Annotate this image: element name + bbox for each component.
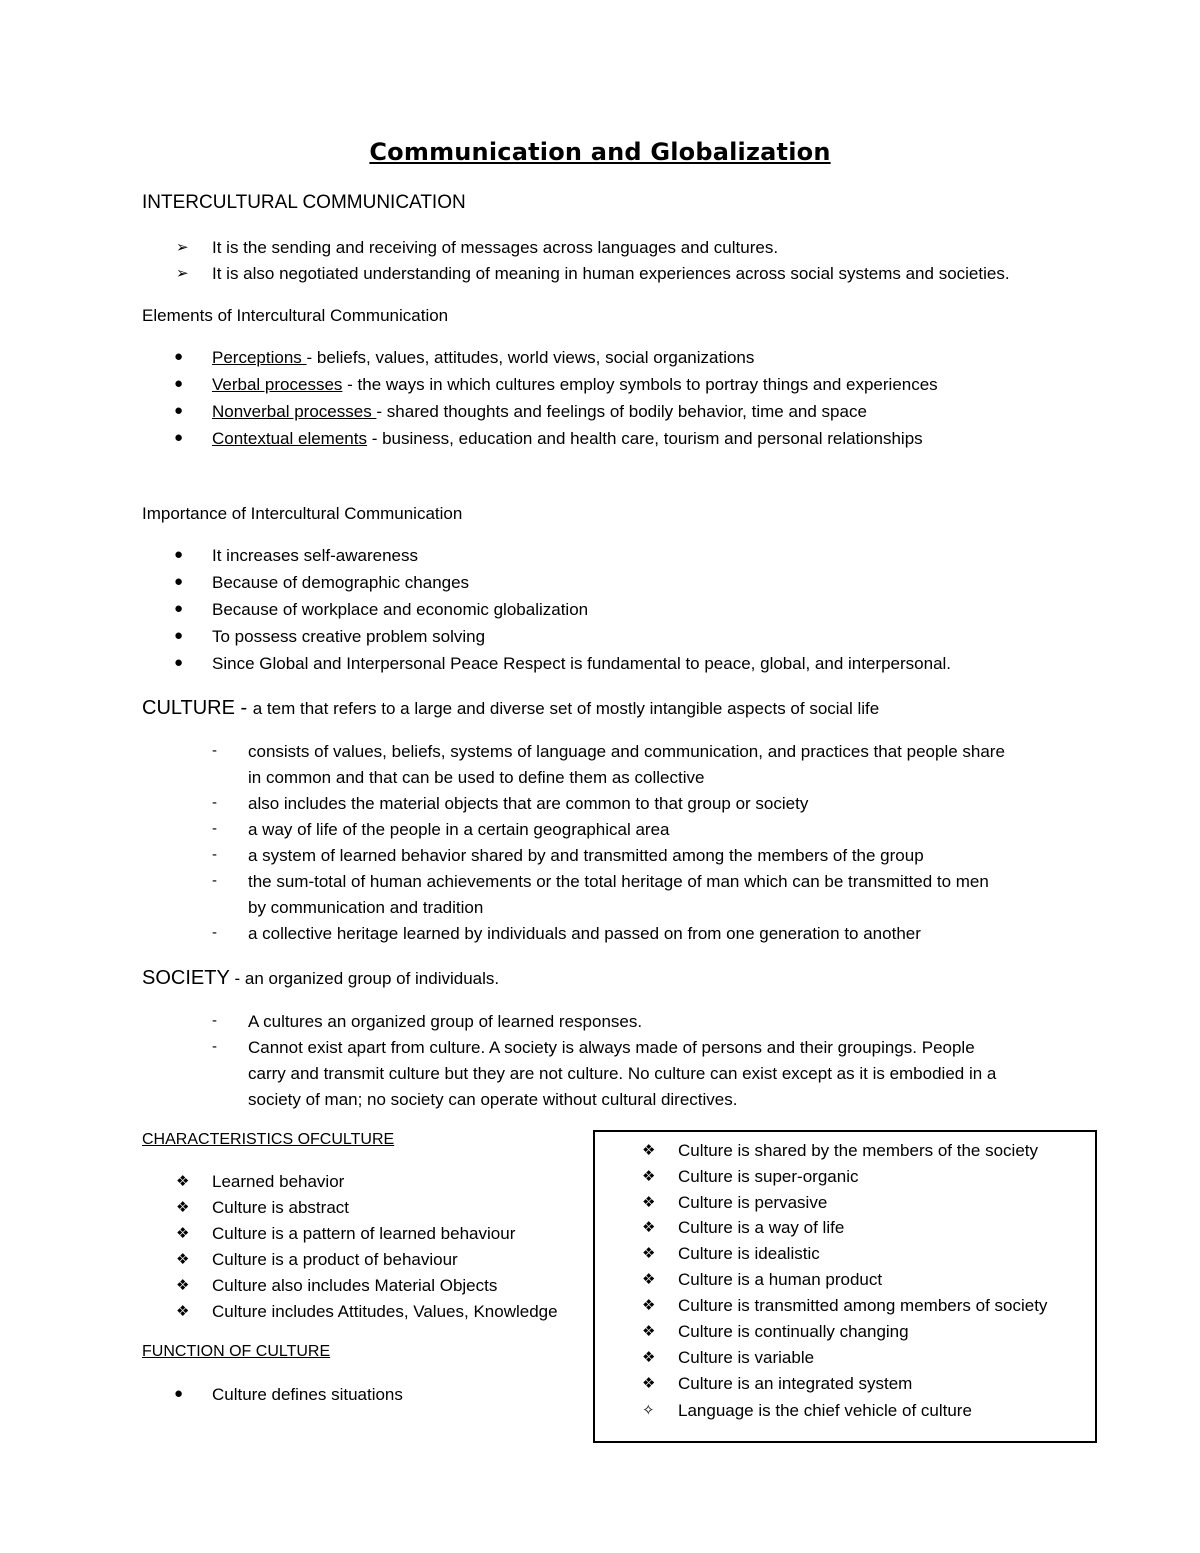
dash-bullet-icon: - — [212, 742, 217, 759]
society-line: society of man; no society can operate without cultural directives. — [248, 1090, 738, 1109]
diamond-bullet-icon: ❖ — [642, 1375, 656, 1392]
diamond-bullet-icon: ❖ — [642, 1297, 656, 1314]
culture-definition — [142, 697, 879, 720]
open-four-point-star-icon: ✧ — [642, 1402, 655, 1419]
characteristics-item: Culture is a pattern of learned behaviour — [212, 1224, 516, 1243]
elements-item — [212, 402, 867, 422]
element-term: Nonverbal processes — [212, 402, 377, 421]
diamond-bullet-icon: ❖ — [176, 1303, 190, 1320]
importance-item: To possess creative problem solving — [212, 627, 486, 646]
element-term: Contextual elements — [212, 429, 367, 448]
society-definition-text: - an organized group of individuals. — [229, 969, 500, 988]
round-bullet-icon: ● — [174, 348, 184, 365]
round-bullet-icon: ● — [174, 1385, 184, 1402]
box-item: Language is the chief vehicle of culture — [678, 1401, 972, 1420]
page-title: Communication and Globalization — [369, 138, 831, 166]
importance-item: Because of workplace and economic globalization — [212, 600, 589, 619]
round-bullet-icon: ● — [174, 600, 184, 617]
function-item: Culture defines situations — [212, 1385, 403, 1404]
culture-line: in common and that can be used to define them as collective — [248, 768, 705, 787]
society-term: SOCIETY — [142, 967, 230, 989]
element-term: Perceptions — [212, 348, 307, 367]
round-bullet-icon: ● — [174, 429, 184, 446]
diamond-bullet-icon: ❖ — [176, 1173, 190, 1190]
arrowhead-bullet-icon: ➢ — [176, 239, 189, 256]
box-item: Culture is continually changing — [678, 1322, 909, 1341]
box-item: Culture is a way of life — [678, 1218, 845, 1237]
diamond-bullet-icon: ❖ — [176, 1277, 190, 1294]
round-bullet-icon: ● — [174, 654, 184, 671]
characteristics-item: Culture includes Attitudes, Values, Knowledge — [212, 1302, 558, 1321]
dash-bullet-icon: - — [212, 794, 217, 811]
elements-item — [212, 429, 923, 449]
box-item: Culture is variable — [678, 1348, 815, 1367]
culture-line: by communication and tradition — [248, 898, 484, 917]
round-bullet-icon: ● — [174, 375, 184, 392]
dash-bullet-icon: - — [212, 924, 217, 941]
diamond-bullet-icon: ❖ — [642, 1168, 656, 1185]
box-item: Culture is a human product — [678, 1270, 883, 1289]
box-item: Culture is transmitted among members of society — [678, 1296, 1048, 1315]
culture-term: CULTURE - — [142, 697, 253, 719]
importance-item: Since Global and Interpersonal Peace Respect is fundamental to peace, global, and interpersonal. — [212, 654, 952, 673]
element-term: Verbal processes — [212, 375, 343, 394]
round-bullet-icon: ● — [174, 402, 184, 419]
elements-item — [212, 348, 754, 368]
arrowhead-bullet-icon: ➢ — [176, 265, 189, 282]
intercultural-point: It is the sending and receiving of messages across languages and cultures. — [212, 238, 779, 257]
culture-line: a system of learned behavior shared by and transmitted among the members of the group — [248, 846, 924, 865]
box-item: Culture is an integrated system — [678, 1374, 913, 1393]
characteristics-item: Culture is abstract — [212, 1198, 349, 1217]
element-desc: - beliefs, values, attitudes, world views, social organizations — [306, 348, 755, 367]
intercultural-point: It is also negotiated understanding of meaning in human experiences across social systems and societies. — [212, 264, 1010, 283]
round-bullet-icon: ● — [174, 627, 184, 644]
element-desc: - business, education and health care, tourism and personal relationships — [366, 429, 923, 448]
characteristics-heading: CHARACTERISTICS OFCULTURE — [142, 1131, 395, 1148]
importance-item: Because of demographic changes — [212, 573, 470, 592]
diamond-bullet-icon: ❖ — [642, 1142, 656, 1159]
element-desc: - the ways in which cultures employ symbols to portray things and experiences — [342, 375, 938, 394]
characteristics-item: Culture is a product of behaviour — [212, 1250, 458, 1269]
diamond-bullet-icon: ❖ — [176, 1225, 190, 1242]
culture-line: the sum-total of human achievements or the total heritage of man which can be transmitted to men — [248, 872, 989, 891]
diamond-bullet-icon: ❖ — [642, 1245, 656, 1262]
society-line: A cultures an organized group of learned responses. — [248, 1012, 643, 1031]
diamond-bullet-icon: ❖ — [642, 1323, 656, 1340]
dash-bullet-icon: - — [212, 820, 217, 837]
diamond-bullet-icon: ❖ — [642, 1219, 656, 1236]
diamond-bullet-icon: ❖ — [176, 1199, 190, 1216]
culture-line: a collective heritage learned by individuals and passed on from one generation to another — [248, 924, 921, 943]
diamond-bullet-icon: ❖ — [642, 1194, 656, 1211]
culture-definition-text: a tem that refers to a large and diverse set of mostly intangible aspects of social life — [252, 699, 880, 718]
elements-item — [212, 375, 938, 395]
dash-bullet-icon: - — [212, 1012, 217, 1029]
importance-item: It increases self-awareness — [212, 546, 418, 565]
culture-line: a way of life of the people in a certain geographical area — [248, 820, 670, 839]
importance-heading: Importance of Intercultural Communication — [142, 504, 463, 523]
dash-bullet-icon: - — [212, 872, 217, 889]
society-definition — [142, 967, 499, 990]
culture-line: also includes the material objects that are common to that group or society — [248, 794, 809, 813]
diamond-bullet-icon: ❖ — [642, 1349, 656, 1366]
elements-heading: Elements of Intercultural Communication — [142, 306, 449, 325]
box-item: Culture is super-organic — [678, 1167, 859, 1186]
characteristics-item: Learned behavior — [212, 1172, 345, 1191]
function-heading: FUNCTION OF CULTURE — [142, 1343, 331, 1360]
culture-line: consists of values, beliefs, systems of language and communication, and practices that people share — [248, 742, 1005, 761]
round-bullet-icon: ● — [174, 573, 184, 590]
box-item: Culture is idealistic — [678, 1244, 820, 1263]
element-desc: - shared thoughts and feelings of bodily behavior, time and space — [376, 402, 867, 421]
society-line: carry and transmit culture but they are not culture. No culture can exist except as it is embodied in a — [248, 1064, 997, 1083]
box-item: Culture is pervasive — [678, 1193, 828, 1212]
dash-bullet-icon: - — [212, 1038, 217, 1055]
diamond-bullet-icon: ❖ — [642, 1271, 656, 1288]
intercultural-heading: INTERCULTURAL COMMUNICATION — [142, 192, 466, 213]
round-bullet-icon: ● — [174, 546, 184, 563]
box-item: Culture is shared by the members of the society — [678, 1141, 1038, 1160]
characteristics-item: Culture also includes Material Objects — [212, 1276, 498, 1295]
society-line: Cannot exist apart from culture. A society is always made of persons and their groupings. People — [248, 1038, 975, 1057]
diamond-bullet-icon: ❖ — [176, 1251, 190, 1268]
dash-bullet-icon: - — [212, 846, 217, 863]
